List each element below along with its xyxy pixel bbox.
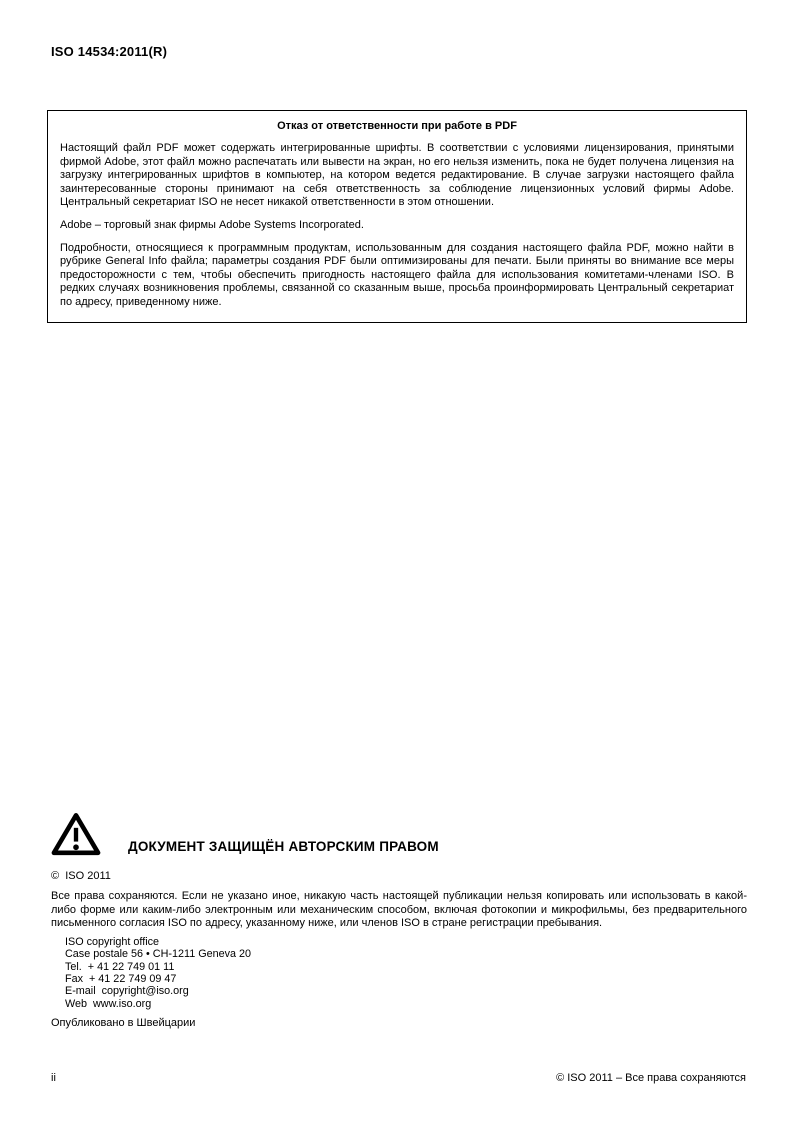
copyright-body-text: Все права сохраняются. Если не указано иное, никакую часть настоящей публикации нельзя копировать или использовать в какой-либо форме или каким-либо электронным или механическим способом, включая фотокопии и микрофильмы, без предварительного письменного согласия ISO по адресу, указанному ниже, или членов ISO в стране регистрации пребывания. xyxy=(51,890,747,930)
warning-triangle-icon xyxy=(51,812,101,857)
copyright-header xyxy=(51,812,747,857)
disclaimer-paragraph: Подробности, относящиеся к программным продуктам, использованным для создания настоящего файла PDF, можно найти в рубрике General Info файла; параметры создания PDF были оптимизированы для печати. Были приняты во внимание все меры предосторожности с тем, чтобы обеспечить пригодность настоящего файла для использования комитетами-членами ISO. В редких случаях возникновения проблемы, связанной со сказанным выше, просьба проинформировать Центральный секретариат по адресу, приведенному ниже. xyxy=(60,241,734,308)
page-number: ii xyxy=(51,1072,56,1084)
disclaimer-paragraph: Adobe – торговый знак фирмы Adobe Systems Incorporated. xyxy=(60,218,364,231)
disclaimer-title: Отказ от ответственности при работе в PDF xyxy=(277,120,517,132)
copyright-section xyxy=(51,812,747,1029)
disclaimer-paragraph: Настоящий файл PDF может содержать интегрированные шрифты. В соответствии с условиями лицензирования, принятыми фирмой Adobe, этот файл можно распечатать или вывести на экран, но его нельзя изменить, пока не будет получена лицензия на загрузку интегрированных шрифтов в компьютер, на котором ведется редактирование. В случае загрузки настоящего файла заинтересованные стороны принимают на себя ответственность за соблюдение лицензионных условий фирмы Adobe. Центральный секретариат ISO не несет никакой ответственности в этом отношении. xyxy=(60,142,734,209)
copyright-heading: ДОКУМЕНТ ЗАЩИЩЁН АВТОРСКИМ ПРАВОМ xyxy=(128,839,439,854)
page-footer xyxy=(51,1072,746,1084)
published-line: Опубликовано в Швейцарии xyxy=(51,1017,196,1030)
address-line-fax: Fax + 41 22 749 09 47 xyxy=(65,973,177,985)
address-line-office: ISO copyright office xyxy=(65,935,160,948)
address-line-postal: Case postale 56 • CH-1211 Geneva 20 xyxy=(65,948,252,961)
page-title: ISO 14534:2011(R) xyxy=(51,44,168,59)
address-line-email: E-mail copyright@iso.org xyxy=(65,985,189,998)
address-line-tel: Tel. + 41 22 749 01 11 xyxy=(65,960,175,973)
pdf-disclaimer-box xyxy=(47,110,747,323)
footer-copyright: © ISO 2011 – Все права сохраняются xyxy=(556,1072,746,1084)
address-block xyxy=(51,936,747,1010)
address-line-web: Web www.iso.org xyxy=(65,997,152,1010)
copyright-year-line: © ISO 2011 xyxy=(51,870,111,882)
